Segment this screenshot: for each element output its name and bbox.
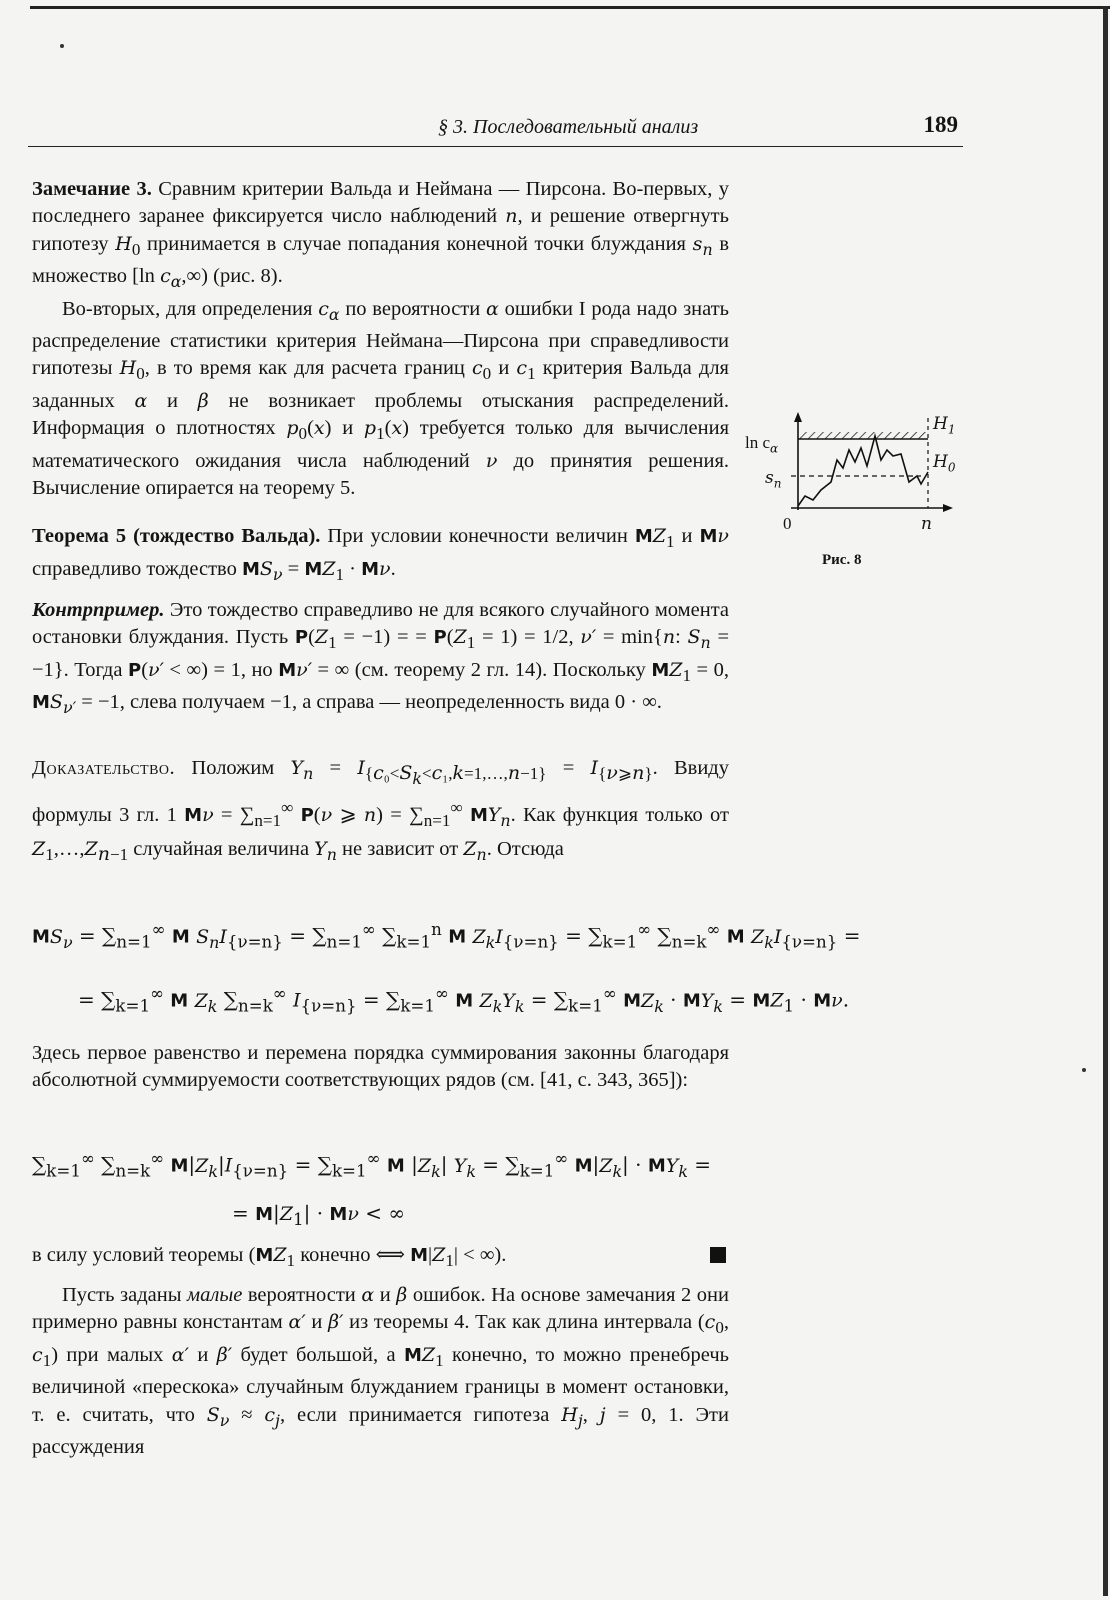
proof-conclusion-line: в силу условий теоремы ($MZ_1$ конечно ⟺ $M|Z_1|$ < ∞). <box>32 1244 507 1271</box>
counterexample-block <box>32 597 729 722</box>
proof-title: Доказательство. <box>32 757 176 779</box>
remark-block <box>32 176 729 502</box>
label-axis-n: n <box>921 514 932 534</box>
x-axis-arrow <box>943 504 953 512</box>
page-edge-top <box>30 6 1110 9</box>
qed-symbol <box>710 1247 726 1263</box>
label-s-n: $s_n$ <box>765 468 782 491</box>
theorem-title: Теорема 5 (тождество Вальда). <box>32 525 321 547</box>
remark-paragraph-1: Замечание 3. Сравним критерии Вальда и Неймана — Пирсона. Во-первых, у последнего заранее фиксируется число наблюдений n, и решение отвергнуть гипотезу $H_0$ принимается в случае попадания конечной точки блуждания $s_n$ в множество [ln $c_\alpha,\infty$) (рис. 8). <box>32 178 730 292</box>
scan-speck <box>60 44 64 48</box>
counterexample-title: Контрпример. <box>32 599 165 621</box>
theorem-block <box>32 523 729 588</box>
equation-1-line-2: = $\sum_{k=1}^\infty$ M $Z_k$ $\sum_{n=k}^\infty$ $I_{\{\nu=n\}} = \sum_{k=1}^\infty$ M $Z_kY_k = \sum_{k=1}^\infty$ $MZ_k \cdot MY_k = MZ_1 \cdot M\nu$. <box>78 984 850 1016</box>
remark-title: Замечание 3. <box>32 178 152 200</box>
figure-caption: Рис. 8 <box>822 552 862 568</box>
proof-conclusion <box>32 1242 729 1275</box>
label-h1: $H_1$ <box>933 414 956 437</box>
page-header <box>28 112 963 147</box>
after-equation-1 <box>32 1040 729 1095</box>
y-axis-arrow <box>794 412 802 422</box>
label-h0: $H_0$ <box>933 452 956 475</box>
figure-8 <box>743 410 958 570</box>
equation-2-line-2: = $M|Z_1| \cdot M\nu$ < ∞ <box>232 1201 406 1229</box>
final-block <box>32 1282 729 1461</box>
remark-paragraph-2: Во-вторых, для определения $c_\alpha$ по вероятности α ошибки I рода надо знать распределение статистики критерия Неймана—Пирсона при справедливости гипотезы $H_0$, в то время как для расчета границ $c_0$ и $c_1$ критерия Вальда для заданных α и β не возникает проблемы отыскания распределений. Информация о плотностях $p_0(x)$ и $p_1(x)$ требуется только для вычисления математического ожидания числа наблюдений ν до принятия решения. Вычисление опирается на теорему 5. <box>32 297 730 499</box>
equation-1-line-1: $MS_\nu = \sum_{n=1}^\infty$ M $S_nI_{\{\nu=n\}} = \sum_{n=1}^\infty$ $\sum_{k=1}^n$ M $Z_kI_{\{\nu=n\}} = \sum_{k=1}^\infty$ $\sum_{n=k}^\infty$ M $Z_kI_{\{\nu=n\}}$ = <box>32 920 861 952</box>
label-origin: 0 <box>783 514 792 533</box>
scan-speck <box>1082 1068 1086 1072</box>
label-ln-c-alpha: $\ln c_\alpha$ <box>745 433 779 456</box>
running-head: § 3. Последовательный анализ <box>438 116 699 138</box>
counterexample-paragraph: Контрпример. Это тождество справедливо не для всякого случайного момента остановки блуждания. Пусть $P(Z_1 = -1)$ = = $P(Z_1 = 1) = 1/2$, ν′ = min{n: $S_n = -1$}. Тогда P(ν′ < ∞) = 1, но Mν′ = ∞ (см. теорему 2 гл. 14). Поскольку $MZ_1 = 0$, $MS_{\nu'} = -1$, слева получаем −1, а справа — неопределенность вида 0 · ∞. <box>32 599 730 718</box>
proof-paragraph: Доказательство. Положим $Y_n = I_{\{c_0<S_k<c_1,k=1,\dots,n-1\}} = I_{\{\nu⩾n\}}$. Ввиду формулы 3 гл. 1 $M\nu = \sum_{n=1}^\infty$ P(ν ⩾ $n) = \sum_{n=1}^\infty$ $MY_n$. Как функция только от $Z_1,\dots,Z_{n-1}$ случайная величина $Y_n$ не зависит от $Z_n$. Отсюда <box>32 757 729 865</box>
after-equation-paragraph: Здесь первое равенство и перемена порядка суммирования законны благодаря абсолютной суммируемости соответствующих рядов (см. [41, с. 343, 365]): <box>32 1042 729 1092</box>
proof-block <box>32 754 729 869</box>
equation-2-line-1: $\sum_{k=1}^\infty$ $\sum_{n=k}^\infty$ $M|Z_k|I_{\{\nu=n\}} = \sum_{k=1}^\infty$ M $|Z_k|$ $Y_k = \sum_{k=1}^\infty$ $M|Z_k| \cdot MY_k$ = <box>32 1149 712 1181</box>
page-edge-right <box>1103 6 1108 1596</box>
theorem-paragraph: Теорема 5 (тождество Вальда). При условии конечности величин $MZ_1$ и Mν справедливо тождество $MS_\nu = MZ_1 \cdot M\nu$. <box>32 525 729 584</box>
page-number: 189 <box>923 112 958 137</box>
critical-region-hatch <box>799 432 926 439</box>
random-walk-path <box>798 436 928 506</box>
final-paragraph: Пусть заданы малые вероятности α и β ошибок. На основе замечания 2 они примерно равны константам α′ и β′ из теоремы 4. Так как длина интервала ($c_0$, $c_1$) при малых α′ и β′ будет большой, а $MZ_1$ конечно, то можно пренебречь величиной «перескока» случайным блужданием границы в момент остановки, т. е. считать, что $S_\nu \approx c_j$, если принимается гипотеза $H_j$, j = 0, 1. Эти рассуждения <box>32 1284 729 1459</box>
